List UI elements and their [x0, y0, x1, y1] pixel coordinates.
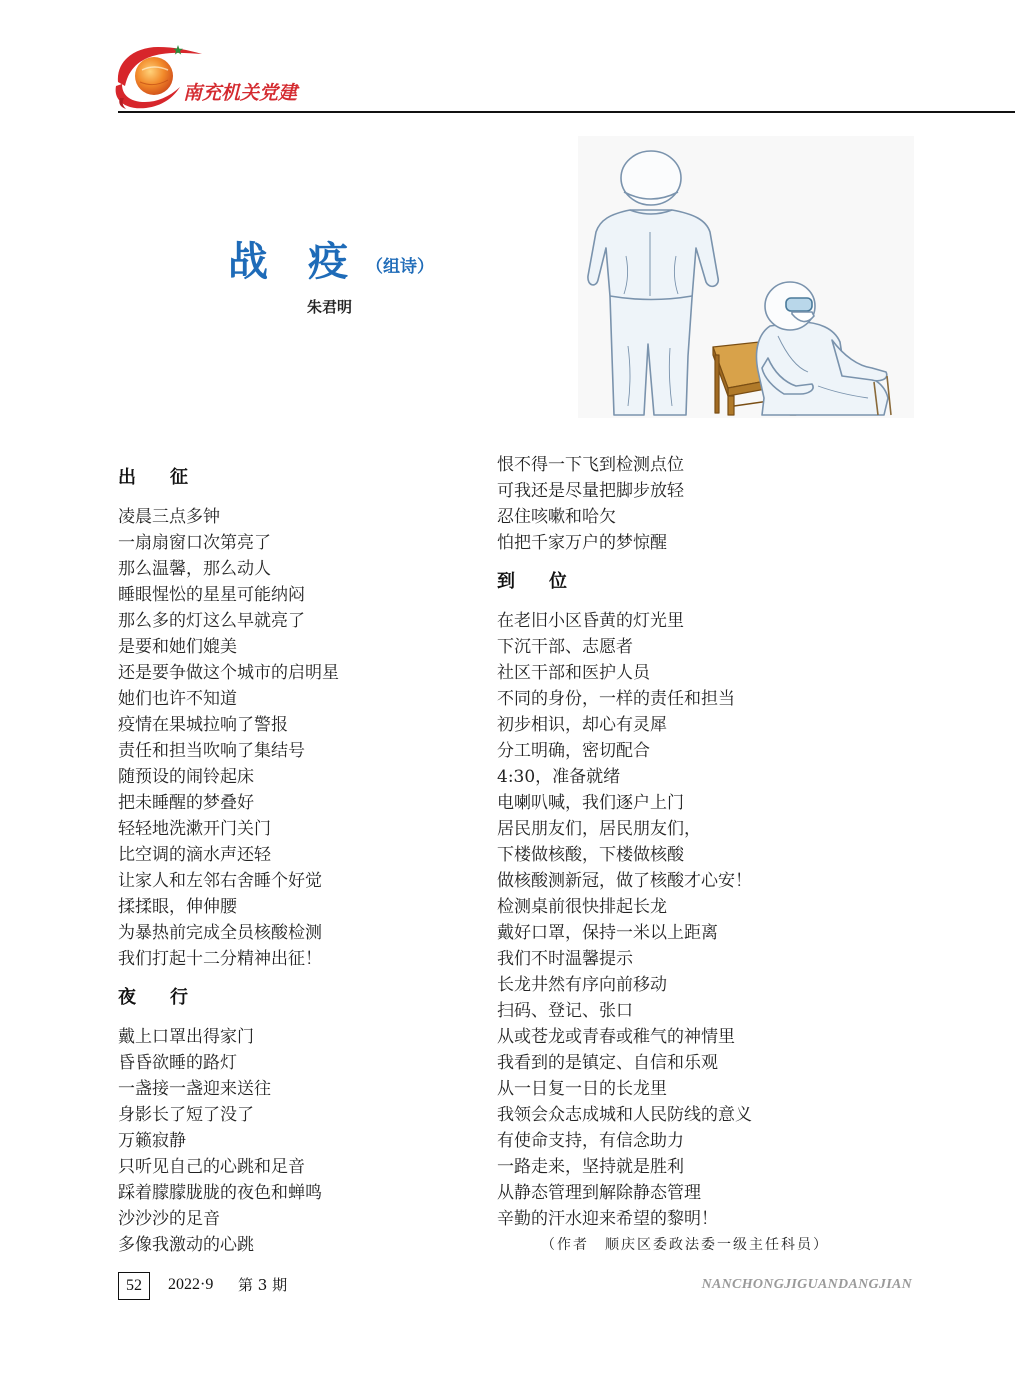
poem-line: 是要和她们媲美	[118, 637, 237, 657]
poem-line: 居民朋友们，居民朋友们，	[497, 819, 701, 839]
poem-line: 只听见自己的心跳和足音	[118, 1157, 305, 1177]
poem-line: 万籁寂静	[118, 1131, 186, 1151]
poem-line: 还是要争做这个城市的启明星	[118, 663, 339, 683]
article-title: 战 疫	[228, 238, 348, 285]
poem-line: 我领会众志成城和人民防线的意义	[497, 1105, 752, 1125]
poem-line: 一扇扇窗口次第亮了	[118, 533, 271, 553]
poem-line: 我看到的是镇定、自信和乐观	[497, 1053, 718, 1073]
poem-line: 可我还是尽量把脚步放轻	[497, 481, 684, 501]
poem-line: 睡眼惺忪的星星可能纳闷	[118, 585, 305, 605]
poem-line: 揉揉眼，伸伸腰	[118, 897, 237, 917]
poem-line: 一路走来，坚持就是胜利	[497, 1157, 684, 1177]
poem-title: 出 征	[118, 467, 196, 488]
issue-date: 2022·9	[168, 1276, 214, 1293]
poem-line: 我们打起十二分精神出征！	[118, 949, 322, 969]
poem-line: 多像我激动的心跳	[118, 1235, 254, 1255]
poem-line: 下沉干部、志愿者	[497, 637, 633, 657]
header-rule	[118, 111, 1015, 113]
poem-line: 下楼做核酸，下楼做核酸	[497, 845, 684, 865]
poem-line: 让家人和左邻右舍睡个好觉	[118, 871, 322, 891]
article-subtitle: （组诗）	[366, 257, 434, 277]
poem-line: 昏昏欲睡的路灯	[118, 1053, 237, 1073]
poem-line: 4:30，准备就绪	[497, 767, 621, 787]
poem-line: 戴好口罩，保持一米以上距离	[497, 923, 718, 943]
poem-line: 凌晨三点多钟	[118, 507, 220, 527]
journal-pinyin: NANCHONGJIGUANDANGJIAN	[701, 1277, 912, 1292]
poem-line: 扫码、登记、张口	[497, 1001, 633, 1021]
poem-line: 踩着朦朦胧胧的夜色和蝉鸣	[118, 1183, 322, 1203]
poem-line: 社区干部和医护人员	[497, 663, 650, 683]
poem-line: 她们也许不知道	[118, 689, 237, 709]
page-number: 52	[118, 1272, 150, 1300]
poem-line: 一盏接一盏迎来送往	[118, 1079, 271, 1099]
poem-line: 轻轻地洗漱开门关门	[118, 819, 271, 839]
poem-line: 从或苍龙或青春或稚气的神情里	[497, 1027, 735, 1047]
poem-line: 辛勤的汗水迎来希望的黎明！	[497, 1209, 718, 1229]
poem-line: 身影长了短了没了	[118, 1105, 254, 1125]
poem-line: 初步相识，却心有灵犀	[497, 715, 667, 735]
article-author: 朱君明	[307, 298, 353, 316]
poem-line: 做核酸测新冠，做了核酸才心安！	[497, 871, 752, 891]
poem-line: 比空调的滴水声还轻	[118, 845, 271, 865]
poem-line: 随预设的闹铃起床	[118, 767, 254, 787]
poem-columns	[118, 452, 876, 1260]
poem-line: 我们不时温馨提示	[497, 949, 633, 969]
poem-line: 从一日复一日的长龙里	[497, 1079, 667, 1099]
poem-line: 戴上口罩出得家门	[118, 1027, 254, 1047]
poem-title: 夜 行	[118, 987, 196, 1008]
poem-line: 为暴热前完成全员核酸检测	[118, 923, 322, 943]
poem-line: 那么多的灯这么早就亮了	[118, 611, 305, 631]
poem-line: 责任和担当吹响了集结号	[118, 741, 305, 761]
poem-line: 忍住咳嗽和哈欠	[497, 507, 616, 527]
poem-line: 分工明确，密切配合	[497, 741, 650, 761]
poem-line: 从静态管理到解除静态管理	[497, 1183, 701, 1203]
author-note: （作者 顺庆区委政法委一级主任科员）	[541, 1237, 829, 1253]
poem-line: 怕把千家万户的梦惊醒	[497, 533, 667, 553]
poem-line: 有使命支持，有信念助力	[497, 1131, 684, 1151]
poem-line: 沙沙沙的足音	[118, 1209, 220, 1229]
poem-line: 恨不得一下飞到检测点位	[497, 455, 684, 475]
poem-line: 检测桌前很快排起长龙	[497, 897, 667, 917]
poem-line: 在老旧小区昏黄的灯光里	[497, 611, 684, 631]
issue-number: 第 3 期	[238, 1276, 288, 1294]
poem-line: 电喇叭喊，我们逐户上门	[497, 793, 684, 813]
magazine-brand: 南充机关党建	[183, 82, 298, 104]
poem-line: 长龙井然有序向前移动	[497, 975, 667, 995]
poem-line: 疫情在果城拉响了警报	[118, 715, 288, 735]
poem-line: 那么温馨，那么动人	[118, 559, 271, 579]
poem-line: 把未睡醒的梦叠好	[118, 793, 254, 813]
medical-workers-illustration	[578, 136, 914, 418]
poem-line: 不同的身份，一样的责任和担当	[497, 689, 735, 709]
poem-title: 到 位	[497, 571, 575, 592]
